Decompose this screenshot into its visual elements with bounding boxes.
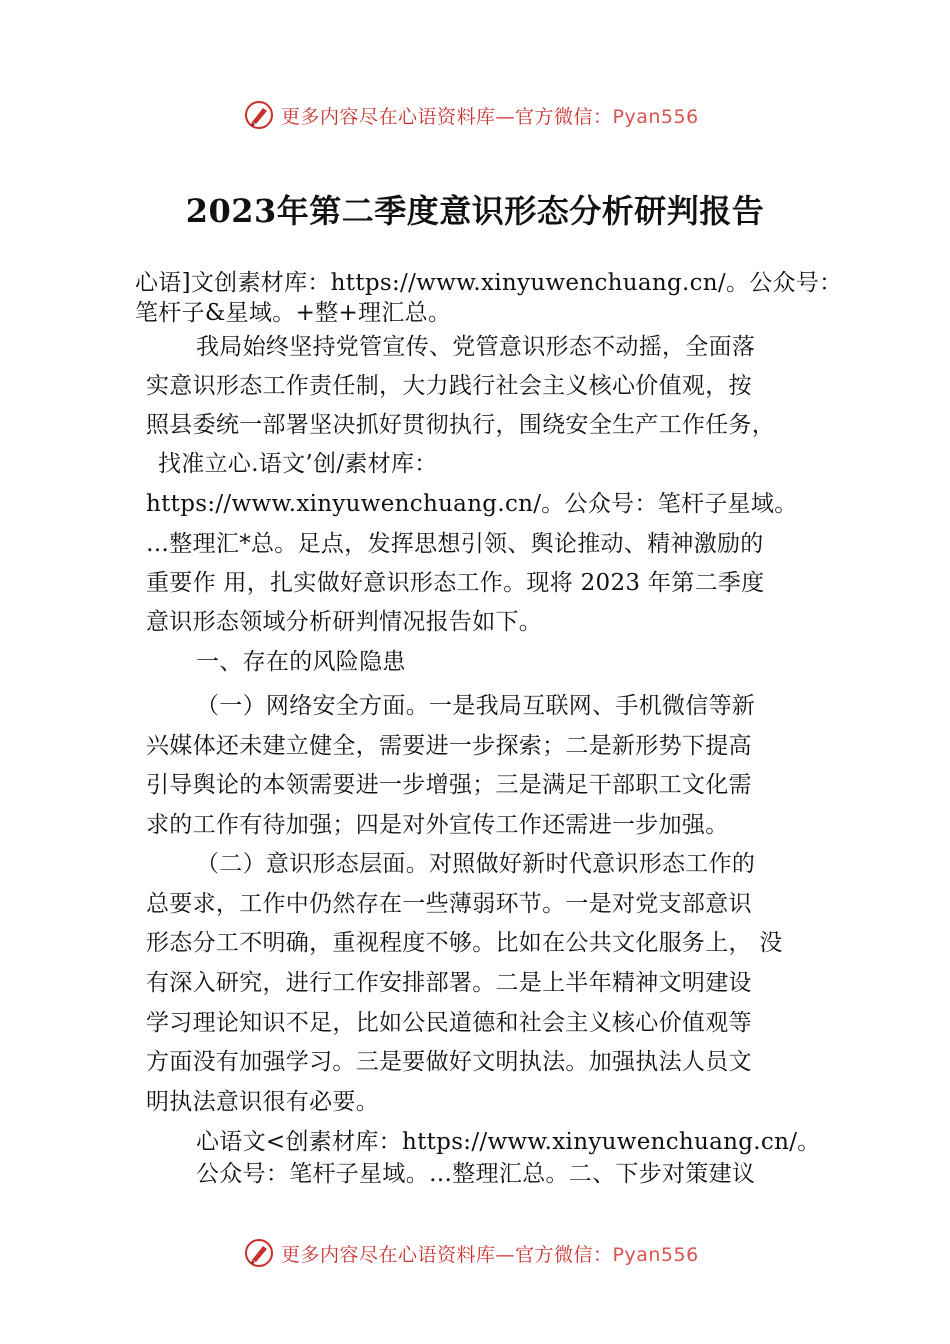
body-line: 笔杆子&星域。+整+理汇总。 [135,300,452,326]
banner-wechat-id: Pyan556 [612,105,699,128]
body-line: 照县委统一部署坚决抓好贯彻执行，围绕安全生产工作任务， [146,412,776,438]
banner-text: 更多内容尽在心语资料库 [281,1243,496,1266]
pen-logo-icon [243,1237,275,1269]
banner-text: 更多内容尽在心语资料库 [281,105,496,128]
footer-banner [0,1233,950,1273]
body-line: 总要求，工作中仍然存在一些薄弱环节。一是对党支部意识 [146,891,752,917]
body-line: 意识形态领域分析研判情况报告如下。 [146,609,543,635]
banner-dash: — [495,1243,516,1266]
body-line: 引导舆论的本领需要进一步增强；三是满足干部职工文化需 [146,772,752,798]
body-line: 方面没有加强学习。三是要做好文明执法。加强执法人员文 [146,1049,752,1075]
banner-wechat-label: 官方微信： [515,1243,613,1266]
section-heading: 一、存在的风险隐患 [196,649,406,675]
body-line: 重要作 用，扎实做好意识形态工作。现将 2023 年第二季度 [146,570,765,596]
body-line: 明执法意识很有必要。 [146,1089,379,1115]
banner-wechat-id: Pyan556 [612,1243,699,1266]
body-line: 有深入研究，进行工作安排部署。二是上半年精神文明建设 [146,970,752,996]
banner-dash: — [495,105,516,128]
body-line: …整理汇*总。足点，发挥思想引领、舆论推动、精神激励的 [146,531,764,557]
body-line: 心语]文创素材库：https://www.xinyuwenchuang.cn/。公众号： [135,270,843,296]
body-line: https://www.xinyuwenchuang.cn/。公众号：笔杆子星域。 [146,491,798,517]
body-line: 心语文<创素材库：https://www.xinyuwenchuang.cn/。 [196,1129,821,1155]
document-title: 2023年第二季度意识形态分析研判报告 [185,192,765,230]
body-line: （一）网络安全方面。一是我局互联网、手机微信等新 [196,693,756,719]
body-line: 我局始终坚持党管宣传、党管意识形态不动摇，全面落 [196,334,756,360]
body-line: （二）意识形态层面。对照做好新时代意识形态工作的 [196,851,756,877]
body-line: 公众号：笔杆子星域。…整理汇总。二、下步对策建议 [196,1161,756,1187]
body-line: 形态分工不明确，重视程度不够。比如在公共文化服务上， 没 [146,930,783,956]
banner-wechat-label: 官方微信： [515,105,613,128]
body-line: 兴媒体还未建立健全，需要进一步探索；二是新形势下提高 [146,733,752,759]
pen-logo-icon [243,99,275,131]
header-banner [0,95,950,135]
body-line: 求的工作有待加强；四是对外宣传工作还需进一步加强。 [146,812,729,838]
body-line: 实意识形态工作责任制，大力践行社会主义核心价值观，按 [146,373,752,399]
body-line: 找准立心.语文’创/素材库： [158,451,438,477]
body-line: 学习理论知识不足，比如公民道德和社会主义核心价值观等 [146,1010,752,1036]
